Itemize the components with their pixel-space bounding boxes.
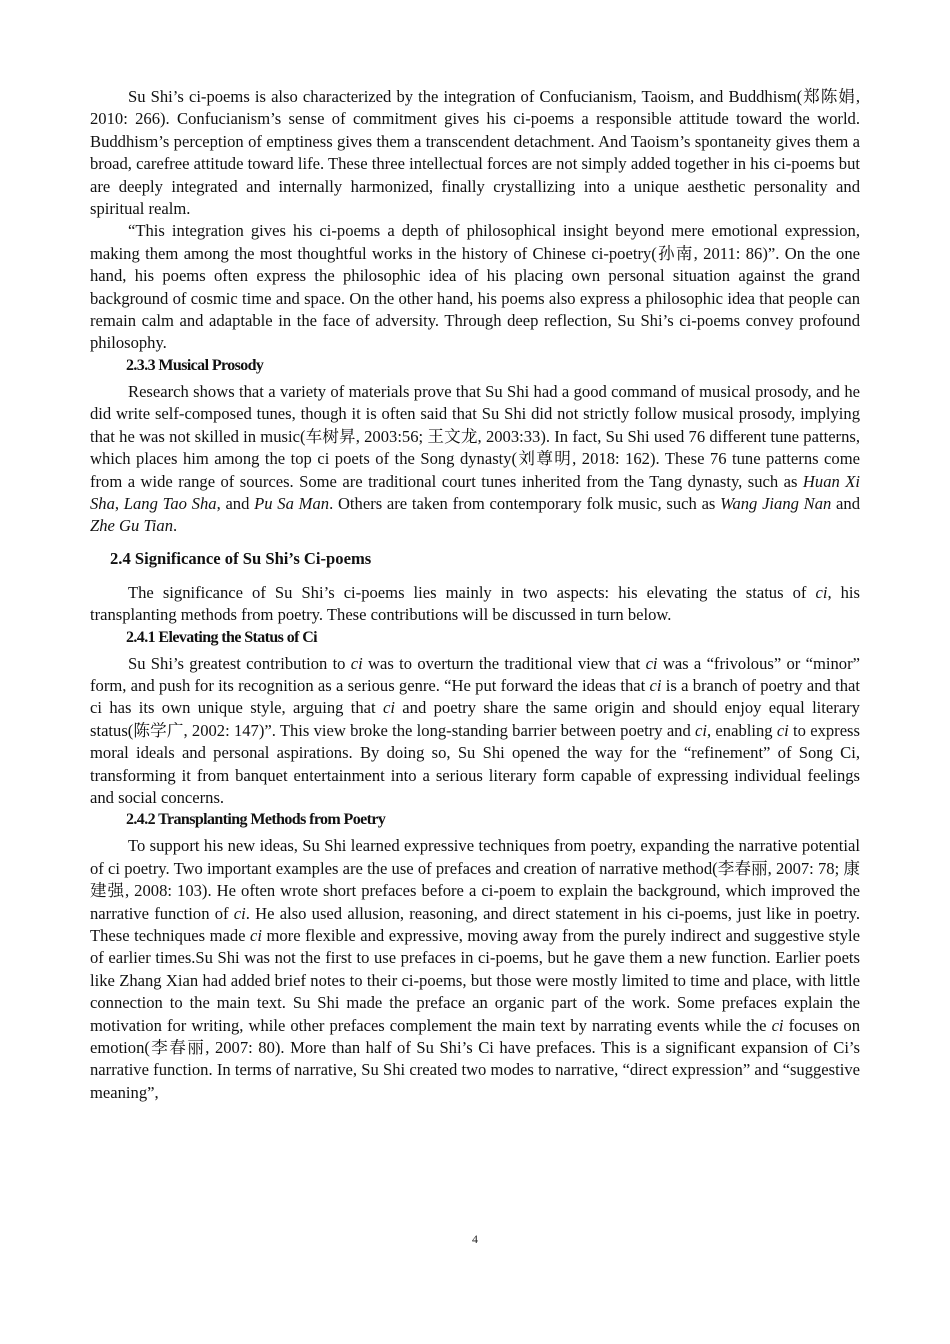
paragraph-integration: Su Shi’s ci-poems is also characterized by the integration of Confucianism, Taoism, and Buddhism(郑陈娟, 2010: 266). Confucianism’s sense of commitment gives his ci-poems a responsible attitude toward the world. Buddhism’s perception of emptiness gives them a transcendent detachment. And Taoism’s spontaneity gives them a broad, carefree attitude toward life. These three intellectual forces are not simply added together in his ci-poems but are deeply integrated and internally harmonized, finally crystallizing into a unique aesthetic personality and spiritual realm.	[90, 87, 860, 219]
paragraph-transplanting-methods: To support his new ideas, Su Shi learned expressive techniques from poetry, expanding the narrative potential of ci poetry. Two important examples are the use of prefaces and creation of narrative method(李春丽, 2007: 78; 康建强, 2008: 103). He often wrote short prefaces before a ci-poem to explain the background, which improved the narrative function of ci. He also used allusion, reasoning, and direct statement in his ci-poems, just like in poetry. These techniques made ci more flexible and expressive, moving away from the purely indirect and suggestive style of earlier times.Su Shi was not the first to use prefaces in ci-poems, but he gave them a new function. Earlier poets like Zhang Xian had added brief notes to their ci-poems, but those were mostly limited to time and place, with little connection to the main text. Su Shi made the preface an organic part of the work. Some prefaces explain the motivation for writing, while other prefaces complement the main text by narrating events while the ci focuses on emotion(李春丽, 2007: 80). More than half of Su Shi’s Ci have prefaces. This is a significant expansion of Ci’s narrative function. In terms of narrative, Su Shi created two modes to narrative, “direct expression” and “suggestive meaning”,	[90, 836, 861, 1102]
page-number: 4	[472, 1232, 478, 1246]
paragraph-musical-prosody: Research shows that a variety of materials prove that Su Shi had a good command of musical prosody, and he did write self-composed tunes, though it is often said that Su Shi did not strictly follow musical prosody, implying that he was not skilled in music(车树昇, 2003:56; 王文龙, 2003:33). In fact, Su Shi used 76 different tune patterns, which places him among the top ci poets of the Song dynasty(刘尊明, 2018: 162). These 76 tune patterns come from a wide range of sources. Some are traditional court tunes inherited from the Tang dynasty, such as Huan Xi Sha, Lang Tao Sha, and Pu Sa Man. Others are taken from contemporary folk music, such as Wang Jiang Nan and Zhe Gu Tian.	[90, 381, 861, 536]
paragraph-philosophy: “This integration gives his ci-poems a depth of philosophical insight beyond mere emotional expression, making them among the most thoughtful works in the history of Chinese ci-poetry(孙南, 2011: 86)”. On the one hand, his poems often express the philosophic idea of his placing own personal situation against the grand background of cosmic time and space. On the other hand, his poems also express a philosophic idea that people can remain calm and adaptable in the face of adversity. Through deep reflection, Su Shi’s ci-poems convey profound philosophy.	[90, 221, 860, 353]
section-heading-musical-prosody: 2.3.3 Musical Prosody	[126, 356, 264, 374]
paragraph-significance: The significance of Su Shi’s ci-poems lies mainly in two aspects: his elevating the status of ci, his transplanting methods from poetry. These contributions will be discussed in turn below.	[90, 582, 860, 625]
section-heading-significance: 2.4 Significance of Su Shi’s Ci-poems	[110, 548, 372, 568]
section-heading-elevating-status: 2.4.1 Elevating the Status of Ci	[126, 628, 318, 646]
paragraph-elevating-status: Su Shi’s greatest contribution to ci was to overturn the traditional view that ci was a “frivolous” or “minor” form, and push for its recognition as a serious genre. “He put forward the ideas that ci is a branch of poetry and that ci has its own unique style, arguing that ci and poetry share the same origin and should enjoy equal literary status(陈学广, 2002: 147)”. This view broke the long-standing barrier between poetry and ci, enabling ci to express moral ideals and personal aspirations. By doing so, Su Shi opened the way for the “refinement” of Song Ci, transforming it from banquet entertainment into a serious literary form capable of expressing individual feelings and social concerns.	[90, 653, 860, 807]
section-heading-transplanting-methods: 2.4.2 Transplanting Methods from Poetry	[126, 811, 386, 829]
paper-page	[90, 86, 860, 1104]
